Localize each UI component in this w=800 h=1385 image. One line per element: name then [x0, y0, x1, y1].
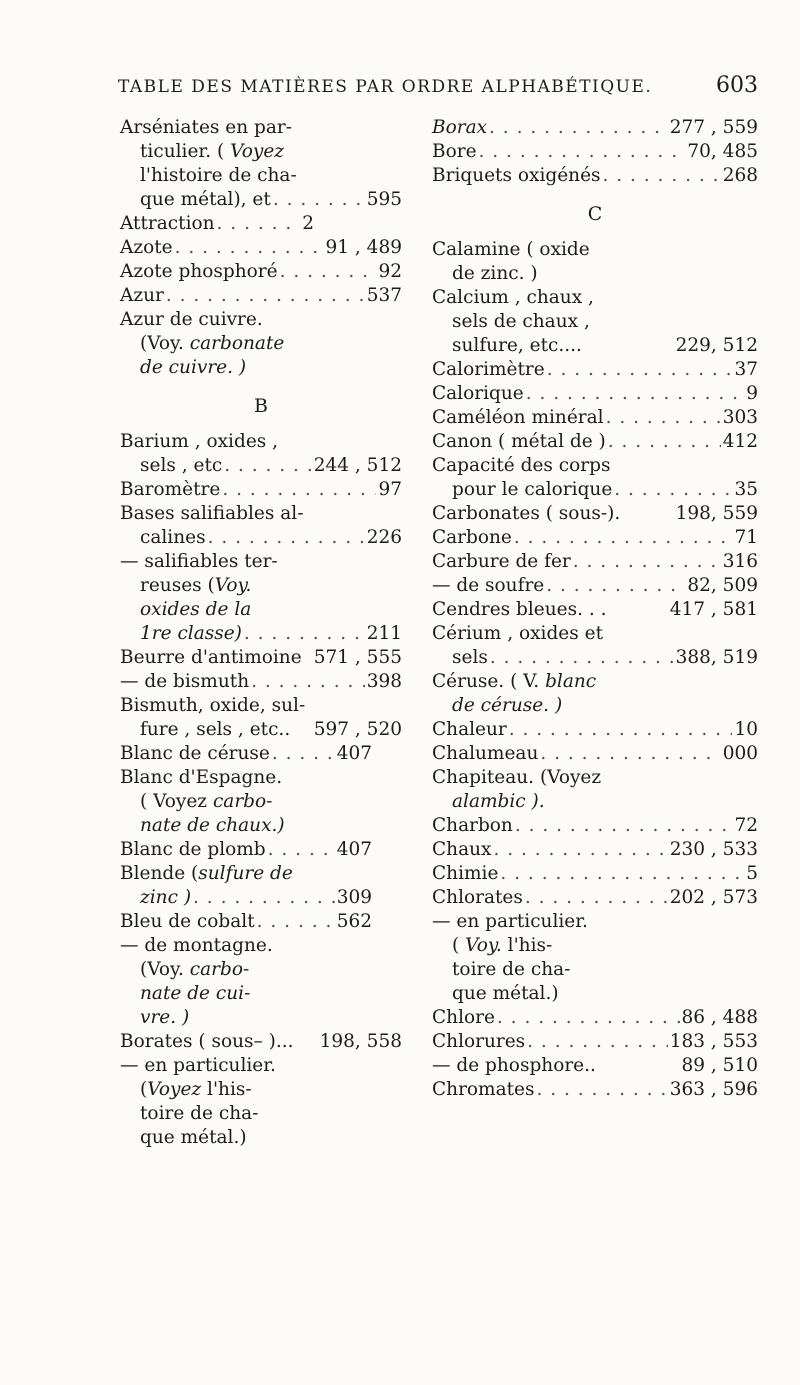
- index-entry: fure , sels , etc.. 597 , 520: [140, 719, 402, 740]
- index-entry: Céruse. ( V. blanc: [432, 671, 597, 692]
- index-entry: Bore . . . 70, 485: [432, 140, 758, 164]
- index-entry-cont: vre. ): [140, 1007, 190, 1028]
- index-entry: — de soufre . . . 82, 509: [432, 574, 758, 598]
- index-entry-cont: nate de chaux.): [140, 815, 285, 836]
- index-entry: Carbure de fer . . . 316: [432, 550, 758, 574]
- section-letter-b: B: [254, 395, 268, 417]
- index-entry: Borax . . . 277 , 559: [432, 116, 758, 140]
- index-entry: — salifiables ter-: [120, 551, 278, 572]
- index-entry-cont: ticulier. ( Voyez: [140, 141, 285, 162]
- right-column: [432, 116, 758, 1102]
- index-entry: Bismuth, oxide, sul-: [120, 695, 306, 716]
- index-entry-cont: sels de chaux ,: [452, 311, 590, 332]
- index-entry: Blanc d'Espagne.: [120, 767, 283, 788]
- index-entry: Borates ( sous– )... 198, 558: [120, 1031, 402, 1052]
- index-entry: Calorique . . . 9: [432, 382, 758, 406]
- header-title: TABLE DES MATIÈRES PAR ORDRE ALPHABÉTIQUE.: [118, 77, 653, 97]
- index-entry: — de phosphore.. 89 , 510: [432, 1055, 758, 1076]
- index-entry-cont: ( Voyez carbo-: [140, 791, 273, 812]
- index-entry-cont: alambic ).: [452, 791, 545, 812]
- index-entry: Capacité des corps: [432, 455, 611, 476]
- index-entry: sels . . . 388, 519: [432, 646, 758, 670]
- index-entry: Caméléon minéral . . . 303: [432, 406, 758, 430]
- index-entry: Canon ( métal de ) . . . 412: [432, 430, 758, 454]
- section-letter-c: C: [587, 203, 603, 225]
- index-entry: Calcium , chaux ,: [432, 287, 594, 308]
- index-entry: Calorimètre . . . 37: [432, 358, 758, 382]
- index-entry: Bases salifiables al-: [120, 503, 304, 524]
- index-entry: Briquets oxigénés . . . 268: [432, 164, 758, 188]
- index-entry: Carbonates ( sous-). 198, 559: [432, 503, 758, 524]
- index-entry: Barium , oxides ,: [120, 431, 279, 452]
- index-entry-cont: nate de cui-: [140, 983, 251, 1004]
- index-entry: Carbone . . . 71: [432, 526, 758, 550]
- index-entry-cont: l'histoire de cha-: [140, 165, 297, 186]
- index-entry: Blanc de céruse . . . 407: [120, 742, 402, 766]
- index-entry: Chromates . . . 363 , 596: [432, 1078, 758, 1102]
- index-entry: Blende (sulfure de: [120, 863, 293, 884]
- index-entry: Chlore . . . 86 , 488: [432, 1006, 758, 1030]
- index-entry: Chalumeau . . . 000: [432, 742, 758, 766]
- index-entry: Azote . . . 91 , 489: [120, 236, 402, 260]
- index-entry-cont: (Voy. carbonate: [140, 333, 285, 354]
- index-entry: — de montagne.: [120, 935, 273, 956]
- index-entry: zinc ) . . . 309: [120, 886, 402, 910]
- index-entry: Chlorates . . . 202 , 573: [432, 886, 758, 910]
- index-entry: Calamine ( oxide: [432, 239, 590, 260]
- index-entry: Baromètre . . . 97: [120, 478, 402, 502]
- index-entry: Chaux . . . 230 , 533: [432, 838, 758, 862]
- index-entry-cont: de cuivre. ): [140, 357, 247, 378]
- index-entry-cont: oxides de la: [140, 599, 252, 620]
- index-entry-cont: toire de cha-: [140, 1103, 259, 1124]
- index-entry: Cendres bleues. . . 417 , 581: [432, 599, 758, 620]
- index-entry-cont: toire de cha-: [452, 959, 571, 980]
- index-entry-cont: de zinc. ): [452, 263, 538, 284]
- index-entry: Azur de cuivre.: [120, 309, 263, 330]
- index-entry: Blanc de plomb . . . 407: [120, 838, 402, 862]
- index-entry-cont: que métal.): [140, 1127, 247, 1148]
- index-entry: Azur . . . 537: [120, 284, 402, 308]
- index-entry-cont: (Voy. carbo-: [140, 959, 250, 980]
- page-number: 603: [716, 73, 758, 98]
- index-entry: que métal), et . . . 595: [120, 188, 402, 212]
- left-column: [120, 116, 402, 1150]
- index-entry-cont: ( Voy. l'his-: [452, 935, 553, 956]
- index-entry: pour le calorique . . . 35: [432, 478, 758, 502]
- index-entry: Charbon . . . 72: [432, 814, 758, 838]
- index-entry: Chaleur . . . 10: [432, 718, 758, 742]
- index-entry-cont: (Voyez l'his-: [140, 1079, 252, 1100]
- index-entry: Chlorures . . . 183 , 553: [432, 1030, 758, 1054]
- index-entry: — de bismuth . . . 398: [120, 670, 402, 694]
- index-entry: Bleu de cobalt . . . 562: [120, 910, 402, 934]
- index-entry: Cérium , oxides et: [432, 623, 603, 644]
- index-entry-cont: que métal.): [452, 983, 559, 1004]
- index-entry: Arséniates en par-: [120, 117, 292, 138]
- index-entry: — en particulier.: [432, 911, 588, 932]
- index-entry: 1re classe) . . . 211: [120, 622, 402, 646]
- index-entry: sulfure, etc.... 229, 512: [452, 335, 758, 356]
- index-entry: Attraction . . . 2: [120, 212, 402, 236]
- index-entry-cont: de céruse. ): [452, 695, 563, 716]
- index-entry: Chapiteau. (Voyez: [432, 767, 602, 788]
- index-entry: — en particulier.: [120, 1055, 276, 1076]
- index-entry: sels , etc . . . 244 , 512: [120, 454, 402, 478]
- index-entry: Beurre d'antimoine 571 , 555: [120, 647, 402, 668]
- index-entry: calines . . . 226: [120, 526, 402, 550]
- index-entry: Chimie . . . 5: [432, 862, 758, 886]
- index-entry: Azote phosphoré . . . 92: [120, 260, 402, 284]
- index-entry-cont: reuses (Voy.: [140, 575, 252, 596]
